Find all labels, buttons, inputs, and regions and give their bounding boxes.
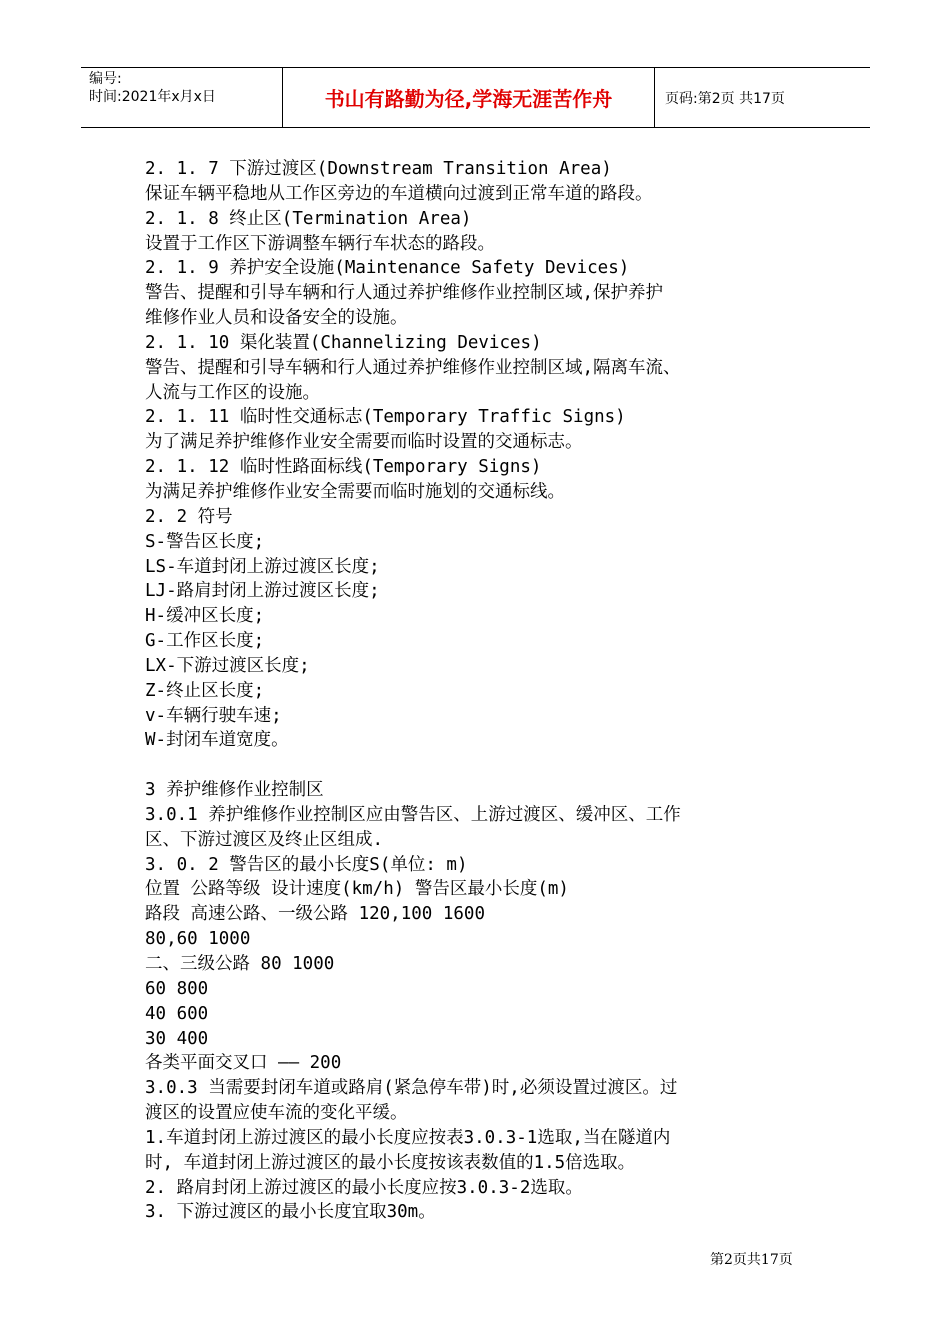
text-line: Z-终止区长度; — [145, 680, 265, 701]
text-line: 为了满足养护维修作业安全需要而临时设置的交通标志。 — [145, 432, 583, 453]
text-line: 2. 2 符号 — [145, 506, 233, 527]
document-time-label: 时间:2021年x月x日 — [89, 89, 216, 105]
text-line: 40 600 — [145, 1003, 209, 1024]
text-line: 二、三级公路 80 1000 — [145, 954, 335, 974]
text-line: 时, 车道封闭上游过渡区的最小长度按该表数值的1.5倍选取。 — [145, 1152, 636, 1173]
text-line: LS-车道封闭上游过渡区长度; — [145, 556, 380, 577]
text-line: S-警告区长度; — [145, 531, 265, 552]
text-line: W-封闭车道宽度。 — [145, 730, 289, 751]
text-line: 渡区的设置应使车流的变化平缓。 — [145, 1103, 408, 1124]
text-line — [145, 753, 825, 778]
text-line: H-缓冲区长度; — [145, 606, 265, 627]
text-line: 3 养护维修作业控制区 — [145, 780, 324, 801]
document-number-label: 编号: — [89, 71, 122, 87]
text-line: 3.0.1 养护维修作业控制区应由警告区、上游过渡区、缓冲区、工作 — [145, 804, 681, 825]
text-line: LJ-路肩封闭上游过渡区长度; — [145, 581, 380, 602]
text-line: 2. 1. 11 临时性交通标志(Temporary Traffic Signs) — [145, 407, 626, 428]
text-line: LX-下游过渡区长度; — [145, 655, 310, 676]
header-motto: 书山有路勤为径,学海无涯苦作舟 — [283, 68, 655, 127]
header-meta — [81, 68, 283, 127]
text-line: 60 800 — [145, 978, 209, 999]
text-line: v-车辆行驶车速; — [145, 705, 282, 726]
text-line: 1.车道封闭上游过渡区的最小长度应按表3.0.3-1选取,当在隧道内 — [145, 1127, 671, 1148]
text-line: 2. 1. 12 临时性路面标线(Temporary Signs) — [145, 457, 542, 478]
text-line: 80,60 1000 — [145, 929, 251, 950]
text-line: 2. 1. 8 终止区(Termination Area) — [145, 208, 472, 229]
text-line: 位置 公路等级 设计速度(km/h) 警告区最小长度(m) — [145, 879, 569, 900]
text-line: 2. 1. 10 渠化装置(Channelizing Devices) — [145, 332, 542, 353]
text-line: 人流与工作区的设施。 — [145, 382, 320, 403]
text-line: 30 400 — [145, 1028, 209, 1049]
text-line: 保证车辆平稳地从工作区旁边的车道横向过渡到正常车道的路段。 — [145, 183, 653, 204]
text-line: G-工作区长度; — [145, 631, 265, 652]
text-line: 维修作业人员和设备安全的设施。 — [145, 308, 408, 329]
page-header — [81, 67, 870, 128]
page-footer: 第2页共17页 — [710, 1252, 793, 1268]
text-line: 2. 1. 9 养护安全设施(Maintenance Safety Devices) — [145, 258, 630, 279]
text-line: 为满足养护维修作业安全需要而临时施划的交通标线。 — [145, 481, 565, 502]
text-line: 2. 路肩封闭上游过渡区的最小长度应按3.0.3-2选取。 — [145, 1177, 583, 1198]
text-line: 3.0.3 当需要封闭车道或路肩(紧急停车带)时,必须设置过渡区。过 — [145, 1078, 678, 1099]
text-line: 各类平面交叉口 —— 200 — [145, 1053, 342, 1074]
text-line: 2. 1. 7 下游过渡区(Downstream Transition Area) — [145, 159, 612, 179]
header-page-info: 页码:第2页 共17页 — [665, 90, 785, 107]
text-line: 警告、提醒和引导车辆和行人通过养护维修作业控制区域,隔离车流、 — [145, 357, 681, 378]
document-body — [145, 157, 825, 1225]
text-line: 3. 0. 2 警告区的最小长度S(单位: m) — [145, 854, 468, 875]
text-line: 设置于工作区下游调整车辆行车状态的路段。 — [145, 233, 495, 254]
text-line: 警告、提醒和引导车辆和行人通过养护维修作业控制区域,保护养护 — [145, 283, 664, 304]
text-line: 3. 下游过渡区的最小长度宜取30m。 — [145, 1202, 436, 1223]
text-line: 区、下游过渡区及终止区组成. — [145, 829, 384, 850]
text-line: 路段 高速公路、一级公路 120,100 1600 — [145, 904, 486, 925]
